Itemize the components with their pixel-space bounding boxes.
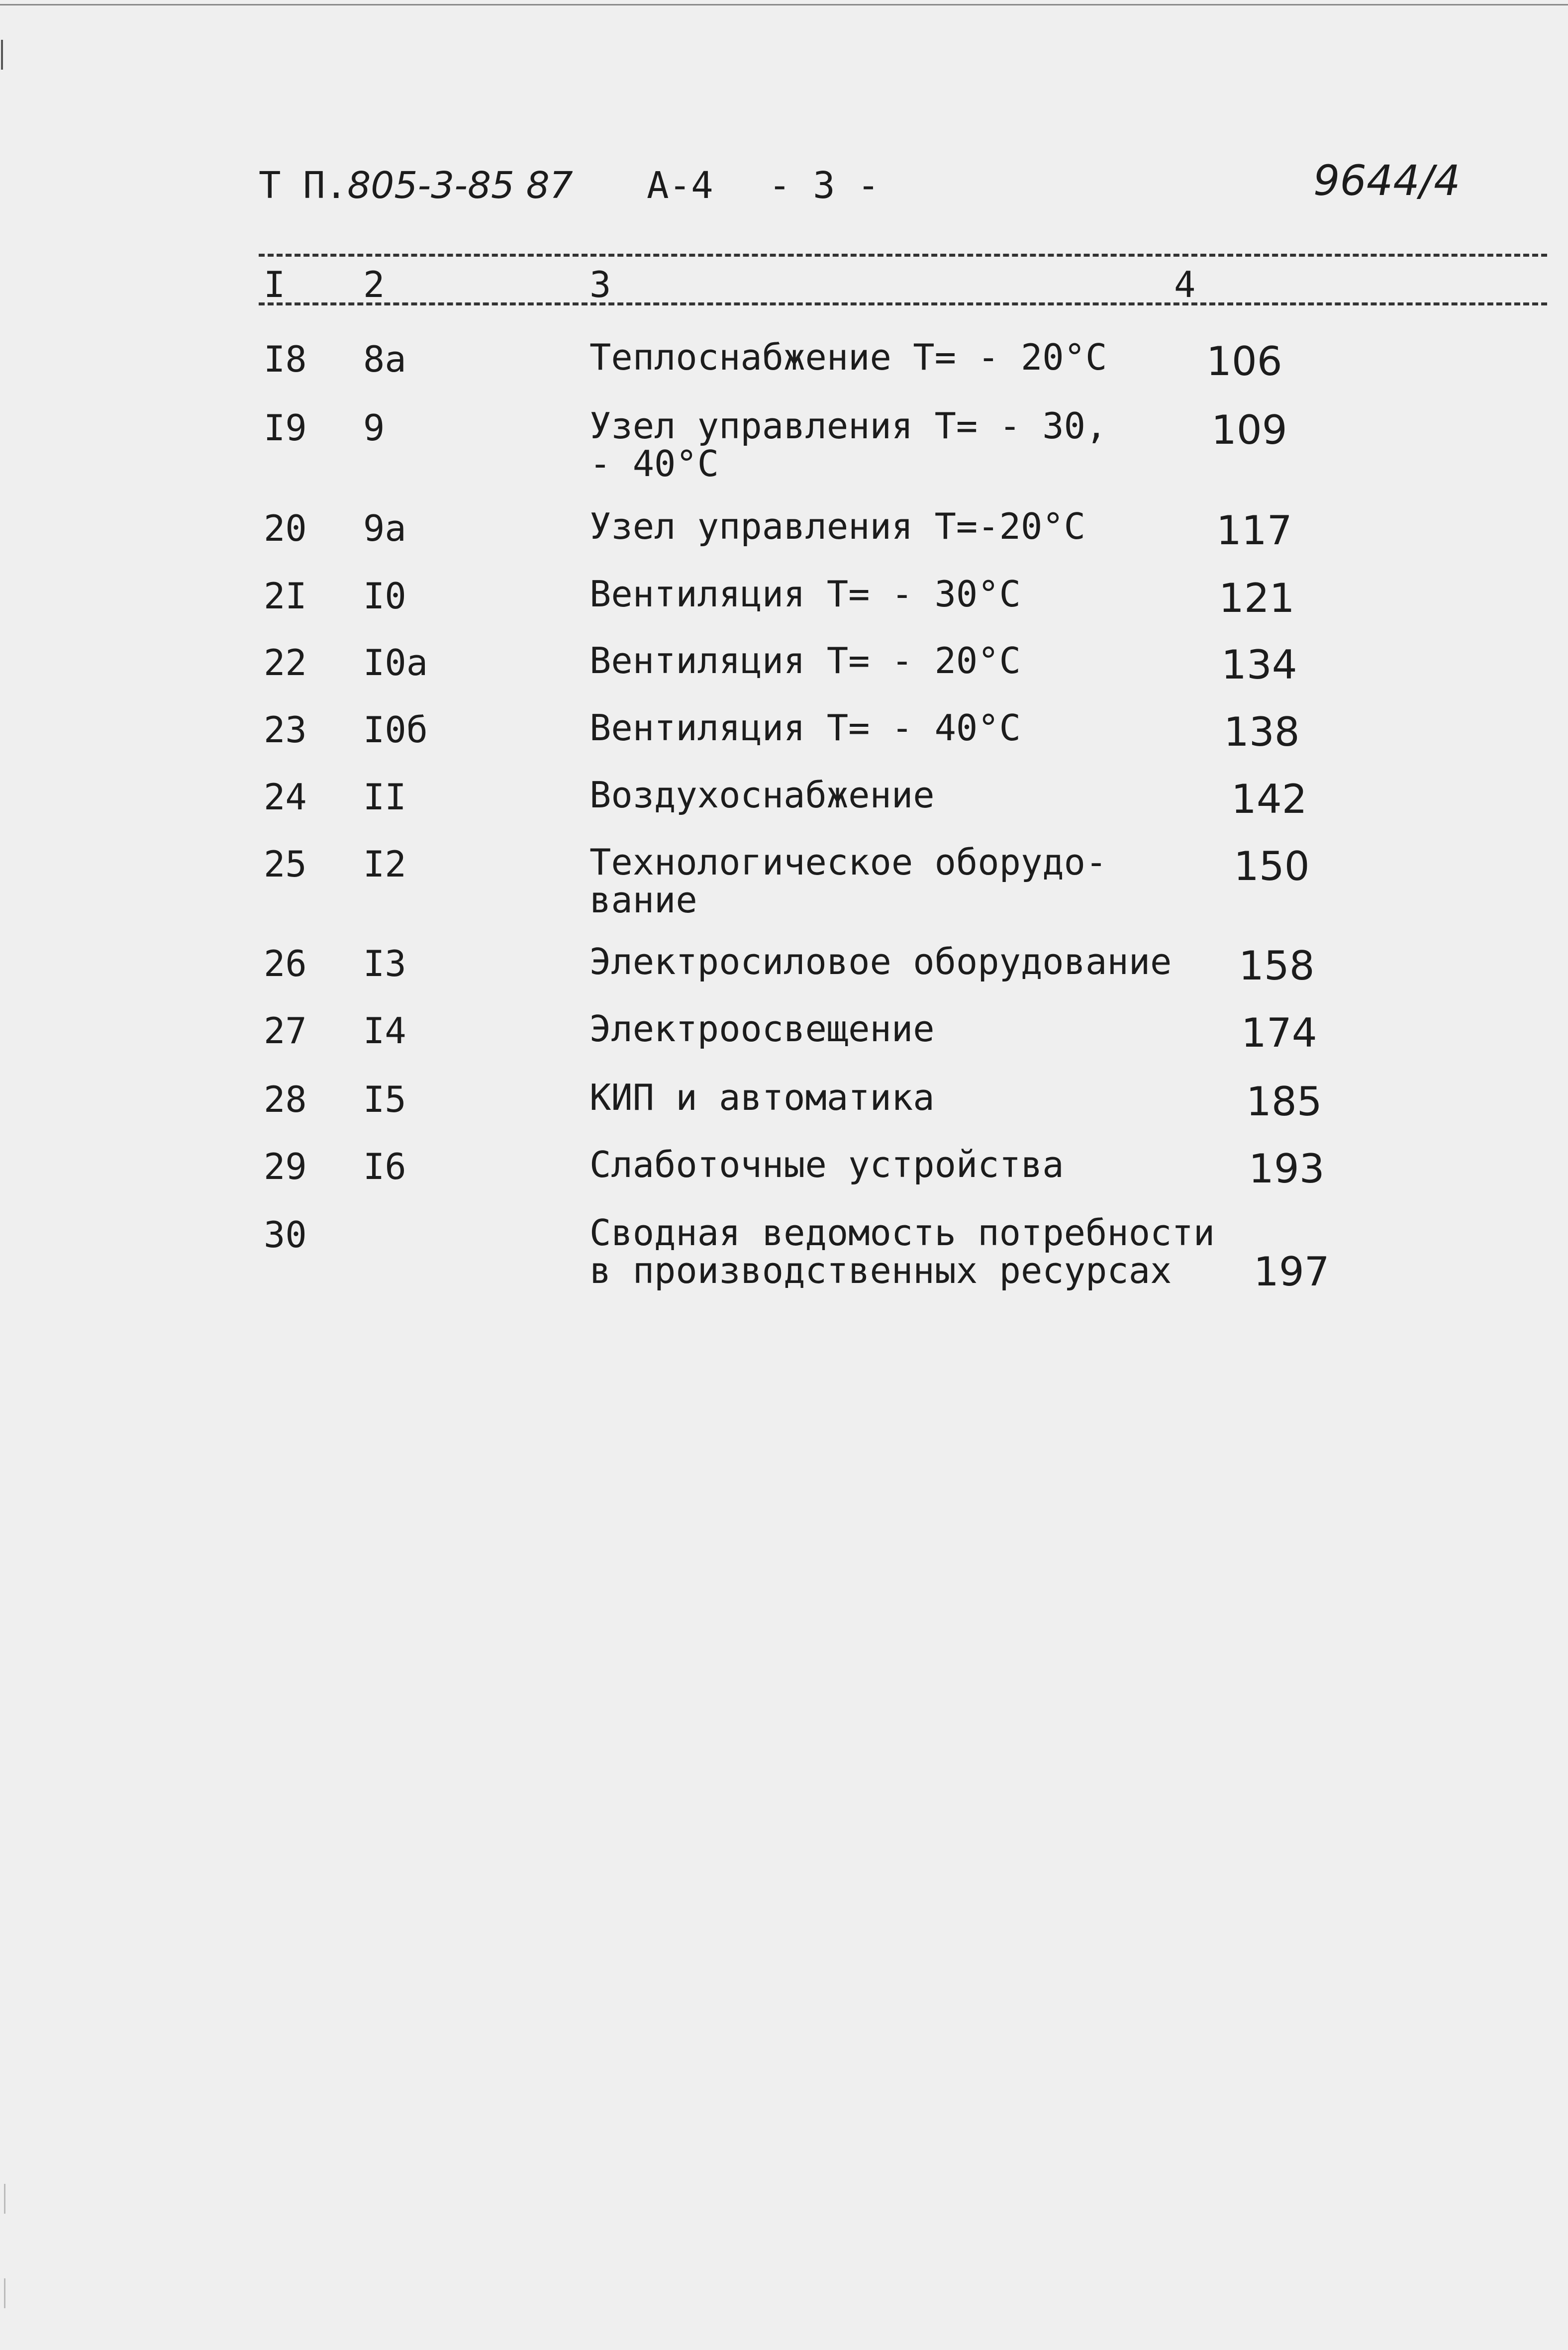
section-number: I6 <box>363 1146 406 1187</box>
section-number: 8а <box>363 338 406 380</box>
scan-edge-mark <box>4 2278 5 2308</box>
section-title: Электроосвещение <box>589 1008 935 1050</box>
page-number: - 3 - <box>769 164 880 207</box>
section-title: Технологическое оборудо- вание <box>589 841 1107 921</box>
row-number: 28 <box>264 1078 307 1120</box>
page-ref: 121 <box>1219 575 1295 621</box>
section-number: I0б <box>363 709 428 751</box>
section-number: I4 <box>363 1010 406 1052</box>
section-number: 9а <box>363 507 406 549</box>
row-number: 23 <box>264 709 307 751</box>
dashed-rule <box>259 254 1547 257</box>
dashed-rule <box>259 302 1547 305</box>
sheet-label: А-4 <box>647 164 713 207</box>
section-title: Узел управления Т= - 30, - 40°С <box>589 405 1107 485</box>
section-title: Вентиляция Т= - 20°С <box>589 640 1021 682</box>
page-ref: 193 <box>1249 1146 1325 1192</box>
row-number: I9 <box>264 407 307 449</box>
row-number: 24 <box>264 776 307 818</box>
section-number: 9 <box>363 407 385 449</box>
section-number: I0 <box>363 575 406 617</box>
section-title: КИП и автоматика <box>589 1077 935 1118</box>
section-number: I2 <box>363 843 406 885</box>
section-number: I0а <box>363 642 428 684</box>
column-header-4: 4 <box>1174 264 1196 305</box>
column-header-1: I <box>264 264 286 305</box>
row-number: 30 <box>264 1214 307 1256</box>
page-ref: 138 <box>1224 709 1300 755</box>
section-title: Узел управления Т=-20°С <box>589 505 1085 547</box>
page-header <box>0 156 1568 224</box>
scan-edge-mark <box>4 2184 5 2214</box>
page-ref: 185 <box>1246 1078 1322 1125</box>
row-number: 26 <box>264 943 307 984</box>
row-number: I8 <box>264 338 307 380</box>
page-ref: 117 <box>1216 507 1292 554</box>
row-number: 25 <box>264 843 307 885</box>
page-ref: 158 <box>1239 943 1315 989</box>
page-ref: 109 <box>1211 407 1287 453</box>
page-ref: 106 <box>1206 338 1282 385</box>
section-title: Воздухоснабжение <box>589 774 935 816</box>
document-code-prefix: Т П. <box>259 164 348 207</box>
row-number: 29 <box>264 1146 307 1187</box>
section-title: Вентиляция Т= - 40°С <box>589 707 1021 749</box>
section-title: Электросиловое оборудование <box>589 941 1172 982</box>
column-header-2: 2 <box>363 264 385 305</box>
row-number: 2I <box>264 575 307 617</box>
inventory-number: 9644/4 <box>1313 156 1461 205</box>
page-ref: 174 <box>1241 1010 1317 1056</box>
top-border-line <box>0 4 1568 5</box>
document-code-handwritten: 805-3-85 87 <box>347 164 573 207</box>
section-title: Сводная ведомость потребности в производственных ресурсах <box>589 1212 1215 1291</box>
row-number: 27 <box>264 1010 307 1052</box>
section-title: Вентиляция Т= - 30°С <box>589 573 1021 615</box>
page-ref: 134 <box>1221 642 1297 688</box>
column-header-3: 3 <box>589 264 611 305</box>
page-ref: 142 <box>1231 776 1307 822</box>
section-number: II <box>363 776 406 818</box>
page-ref: 197 <box>1254 1249 1330 1295</box>
row-number: 22 <box>264 642 307 684</box>
section-number: I5 <box>363 1078 406 1120</box>
section-title: Теплоснабжение Т= - 20°С <box>589 336 1107 378</box>
section-number: I3 <box>363 943 406 984</box>
page-ref: 150 <box>1234 843 1310 889</box>
scan-edge-mark <box>1 40 3 70</box>
document-code <box>259 164 573 207</box>
row-number: 20 <box>264 507 307 549</box>
section-title: Слаботочные устройства <box>589 1144 1064 1185</box>
